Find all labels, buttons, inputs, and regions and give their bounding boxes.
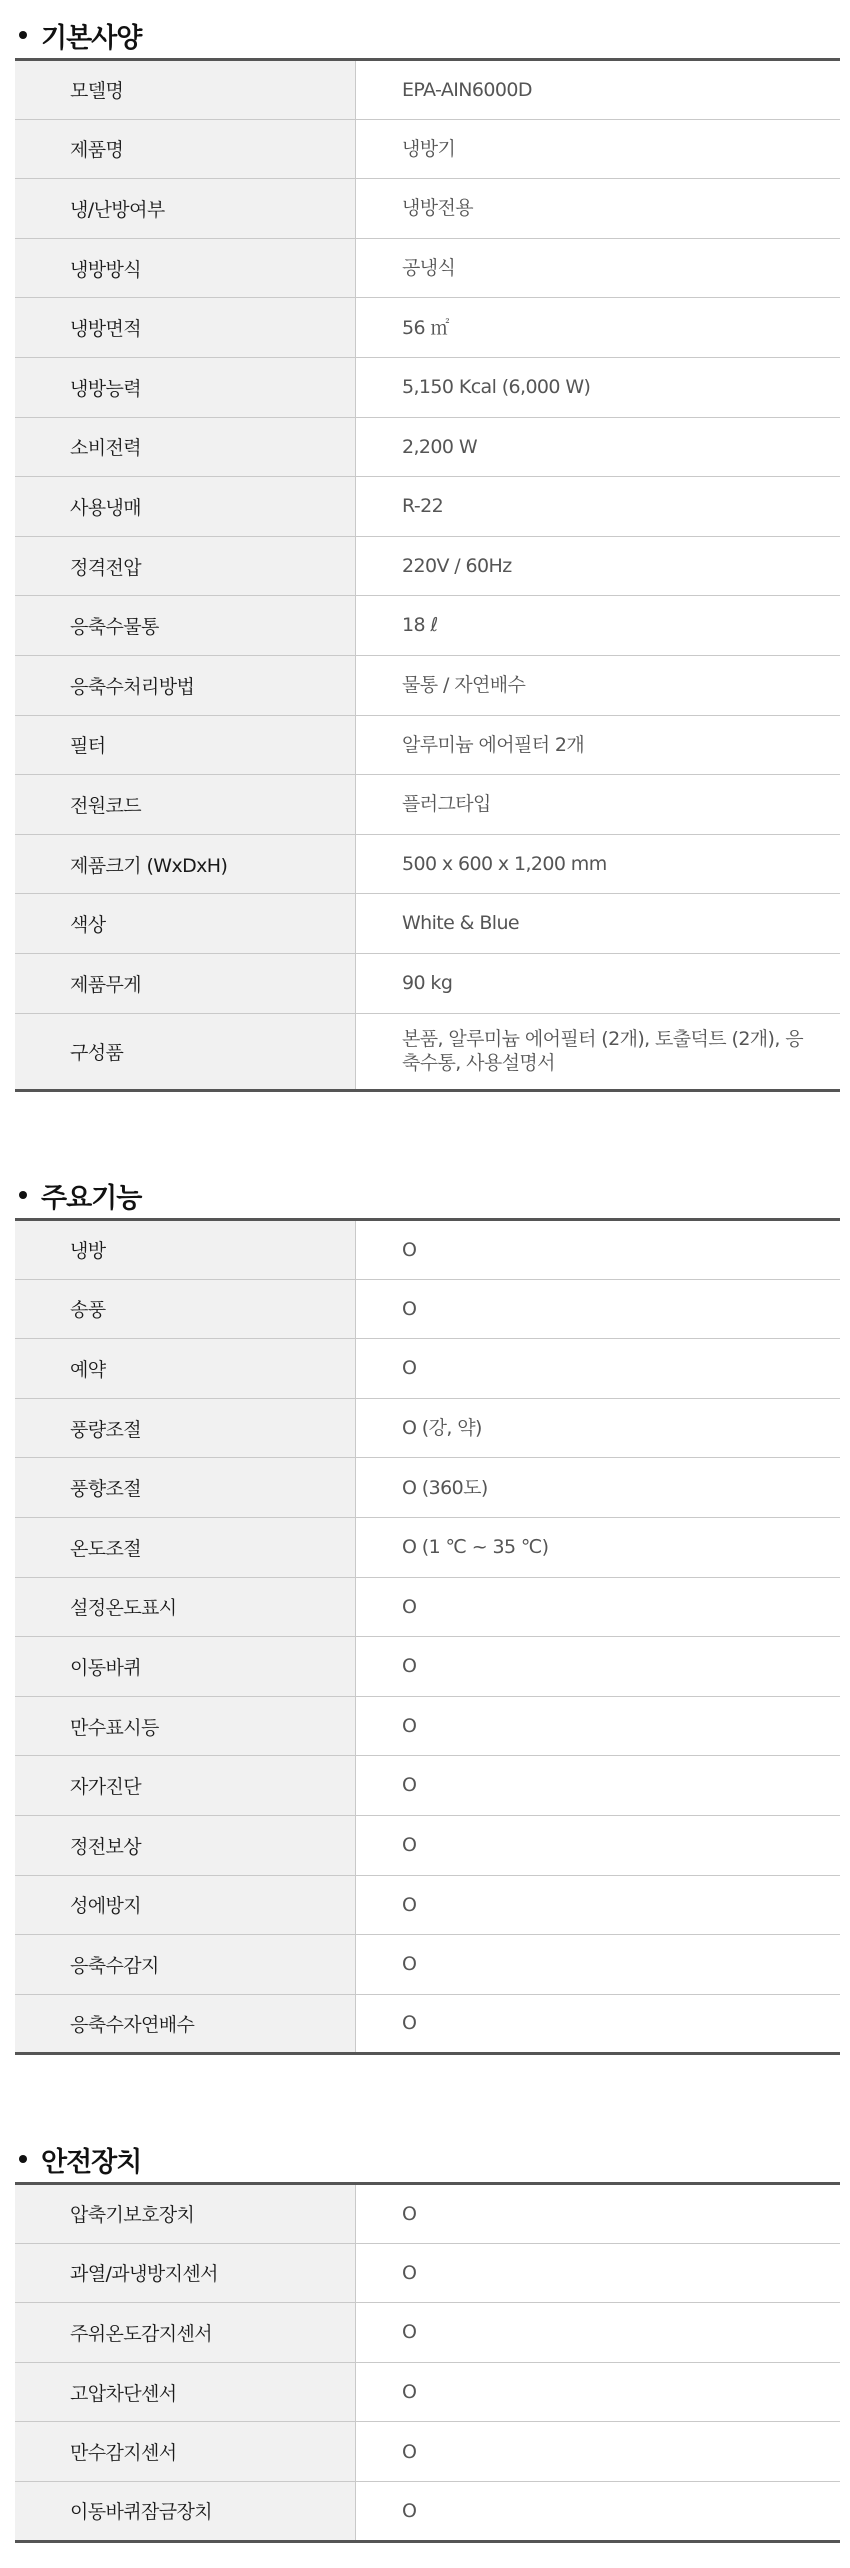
row-value: O bbox=[402, 1834, 417, 1857]
row-label: 구성품 bbox=[15, 1013, 356, 1090]
row-value: O bbox=[402, 1655, 417, 1678]
row-label: 응축수물통 bbox=[15, 596, 356, 656]
table-row bbox=[15, 1220, 840, 1280]
table-row bbox=[15, 953, 840, 1013]
row-value: O bbox=[402, 2321, 417, 2344]
row-label: 전원코드 bbox=[15, 775, 356, 835]
row-label: 냉방면적 bbox=[15, 298, 356, 358]
row-label: 냉방방식 bbox=[15, 238, 356, 298]
bullet-icon bbox=[19, 2155, 27, 2163]
row-value: 56 ㎡ bbox=[402, 316, 449, 339]
row-label: 만수감지센서 bbox=[15, 2422, 356, 2482]
row-value: O bbox=[402, 2261, 417, 2284]
table-row bbox=[15, 357, 840, 417]
row-label: 소비전력 bbox=[15, 417, 356, 477]
row-value: O (360도) bbox=[402, 1476, 488, 1499]
row-label: 이동바퀴 bbox=[15, 1637, 356, 1697]
row-value: R-22 bbox=[402, 495, 444, 518]
table-row bbox=[15, 715, 840, 775]
row-value: 본품, 알루미늄 에어필터 (2개), 토출덕트 (2개), 응축수통, 사용설명서 bbox=[402, 1027, 804, 1074]
row-label: 응축수처리방법 bbox=[15, 655, 356, 715]
table-row bbox=[15, 1458, 840, 1518]
row-value: 2,200 W bbox=[402, 435, 478, 458]
section-heading bbox=[15, 12, 840, 58]
row-value: 18 ℓ bbox=[402, 614, 438, 637]
table-row bbox=[15, 596, 840, 656]
row-label: 송풍 bbox=[15, 1279, 356, 1339]
row-label: 고압차단센서 bbox=[15, 2362, 356, 2422]
row-label: 정전보상 bbox=[15, 1815, 356, 1875]
table-row bbox=[15, 1815, 840, 1875]
row-value: O bbox=[402, 1238, 417, 1261]
table-row bbox=[15, 1696, 840, 1756]
row-label: 냉방 bbox=[15, 1220, 356, 1280]
row-value: EPA-AIN6000D bbox=[402, 78, 532, 101]
section-safety-devices bbox=[15, 2136, 840, 2543]
row-label: 필터 bbox=[15, 715, 356, 775]
row-label: 예약 bbox=[15, 1339, 356, 1399]
row-label: 압축기보호장치 bbox=[15, 2184, 356, 2244]
table-row bbox=[15, 298, 840, 358]
row-label: 정격전압 bbox=[15, 536, 356, 596]
table-row bbox=[15, 2362, 840, 2422]
row-value: O bbox=[402, 1893, 417, 1916]
row-value: O bbox=[402, 2202, 417, 2225]
row-label: 설정온도표시 bbox=[15, 1577, 356, 1637]
row-value: O bbox=[402, 1953, 417, 1976]
table-row bbox=[15, 477, 840, 537]
row-value: 90 kg bbox=[402, 972, 453, 995]
section-heading bbox=[15, 1172, 840, 1218]
table-row bbox=[15, 1756, 840, 1816]
table-row bbox=[15, 119, 840, 179]
row-label: 제품크기 (WxDxH) bbox=[15, 834, 356, 894]
row-label: 냉방능력 bbox=[15, 357, 356, 417]
row-value: 알루미늄 에어필터 2개 bbox=[402, 733, 585, 756]
row-value: O bbox=[402, 2440, 417, 2463]
section-heading bbox=[15, 2136, 840, 2182]
row-label: 자가진단 bbox=[15, 1756, 356, 1816]
table-row bbox=[15, 1637, 840, 1697]
table-row bbox=[15, 655, 840, 715]
table-row bbox=[15, 775, 840, 835]
row-value: O bbox=[402, 1595, 417, 1618]
table-row bbox=[15, 179, 840, 239]
row-value: O bbox=[402, 1714, 417, 1737]
bullet-icon bbox=[19, 31, 27, 39]
row-label: 제품무게 bbox=[15, 953, 356, 1013]
row-value: 220V / 60Hz bbox=[402, 554, 512, 577]
row-value: O bbox=[402, 1297, 417, 1320]
table-row bbox=[15, 238, 840, 298]
row-value: O bbox=[402, 1774, 417, 1797]
table-row bbox=[15, 1339, 840, 1399]
row-value: 물통 / 자연배수 bbox=[402, 674, 526, 697]
row-label: 냉/난방여부 bbox=[15, 179, 356, 239]
bullet-icon bbox=[19, 1191, 27, 1199]
row-label: 풍량조절 bbox=[15, 1398, 356, 1458]
table-row bbox=[15, 60, 840, 120]
table-row bbox=[15, 1935, 840, 1995]
table-row bbox=[15, 2184, 840, 2244]
row-label: 제품명 bbox=[15, 119, 356, 179]
table-row bbox=[15, 536, 840, 596]
row-value: 냉방기 bbox=[402, 137, 456, 160]
table-row bbox=[15, 1013, 840, 1090]
row-label: 과열/과냉방지센서 bbox=[15, 2243, 356, 2303]
section-main-features bbox=[15, 1172, 840, 2055]
row-value: O bbox=[402, 1357, 417, 1380]
table-row bbox=[15, 2481, 840, 2541]
table-row bbox=[15, 1875, 840, 1935]
table-row bbox=[15, 2303, 840, 2363]
row-label: 만수표시등 bbox=[15, 1696, 356, 1756]
table-row bbox=[15, 1279, 840, 1339]
row-label: 온도조절 bbox=[15, 1517, 356, 1577]
table-row bbox=[15, 1577, 840, 1637]
row-label: 주위온도감지센서 bbox=[15, 2303, 356, 2363]
table-row bbox=[15, 417, 840, 477]
row-label: 사용냉매 bbox=[15, 477, 356, 537]
table-row bbox=[15, 1517, 840, 1577]
row-value: O bbox=[402, 2012, 417, 2035]
feature-table bbox=[15, 1218, 840, 2055]
row-label: 풍향조절 bbox=[15, 1458, 356, 1518]
table-row bbox=[15, 2422, 840, 2482]
section-title: 안전장치 bbox=[41, 2146, 142, 2178]
row-value: 500 x 600 x 1,200 mm bbox=[402, 852, 607, 875]
section-title: 주요기능 bbox=[41, 1182, 142, 1214]
row-value: O (1 ℃ ~ 35 ℃) bbox=[402, 1536, 549, 1559]
row-value: 냉방전용 bbox=[402, 197, 474, 220]
spec-table bbox=[15, 58, 840, 1092]
table-row bbox=[15, 2243, 840, 2303]
row-value: O bbox=[402, 2499, 417, 2522]
safety-table bbox=[15, 2182, 840, 2543]
row-label: 성에방지 bbox=[15, 1875, 356, 1935]
row-value: 공냉식 bbox=[402, 256, 456, 279]
row-value: O bbox=[402, 2380, 417, 2403]
row-label: 응축수감지 bbox=[15, 1935, 356, 1995]
section-basic-specs bbox=[15, 12, 840, 1092]
section-title: 기본사양 bbox=[41, 22, 142, 54]
table-row bbox=[15, 1398, 840, 1458]
table-row bbox=[15, 894, 840, 954]
row-label: 색상 bbox=[15, 894, 356, 954]
row-label: 이동바퀴잠금장치 bbox=[15, 2481, 356, 2541]
table-row bbox=[15, 1994, 840, 2054]
row-value: O (강, 약) bbox=[402, 1416, 482, 1439]
row-value: White & Blue bbox=[402, 912, 519, 935]
table-row bbox=[15, 834, 840, 894]
row-label: 응축수자연배수 bbox=[15, 1994, 356, 2054]
row-value: 5,150 Kcal (6,000 W) bbox=[402, 376, 591, 399]
row-label: 모델명 bbox=[15, 60, 356, 120]
row-value: 플러그타입 bbox=[402, 793, 491, 816]
